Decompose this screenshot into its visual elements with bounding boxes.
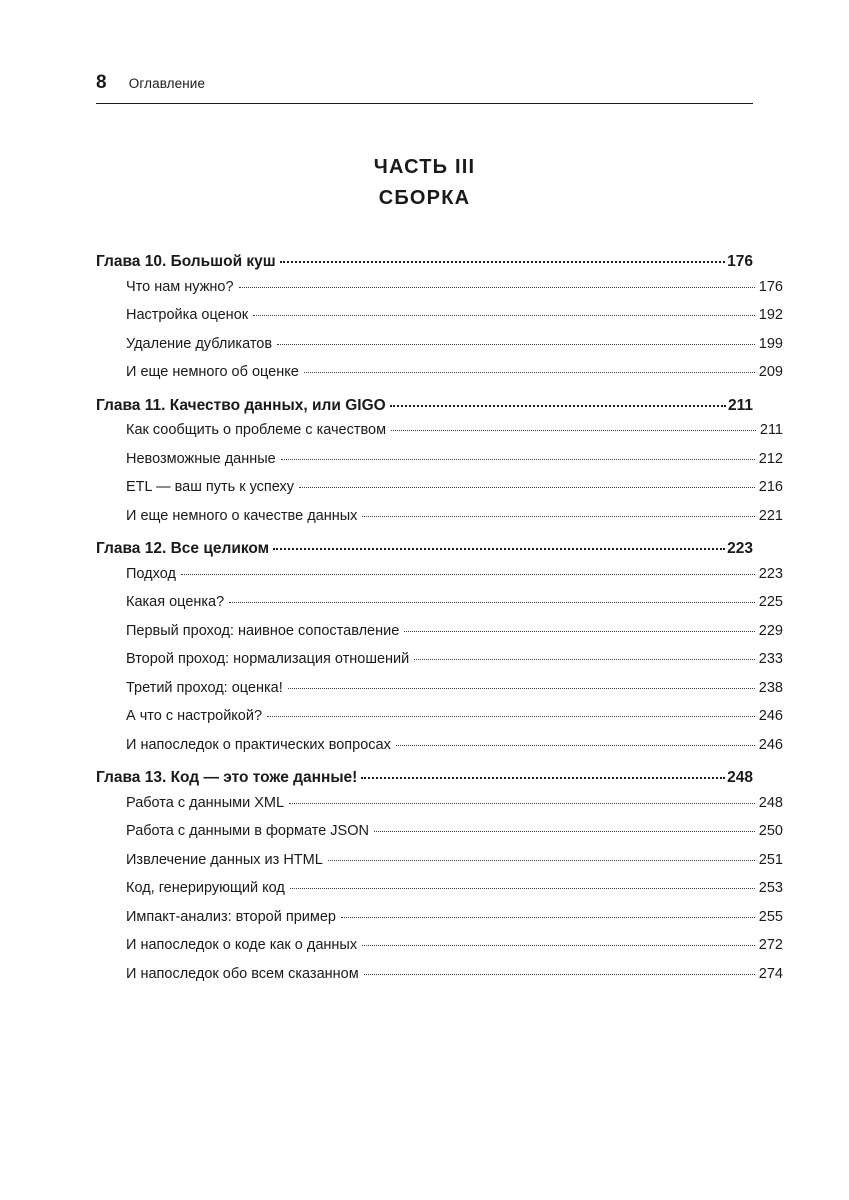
dot-leader bbox=[374, 831, 755, 832]
dot-leader bbox=[239, 287, 755, 288]
toc-section-page: 192 bbox=[758, 307, 783, 323]
toc-section-page: 255 bbox=[758, 908, 783, 925]
toc-section-title: Работа с данными XML bbox=[126, 794, 285, 811]
dot-leader bbox=[253, 315, 755, 316]
toc-section-title: Подход bbox=[126, 565, 176, 582]
toc-section-title: ETL — ваш путь к успеху bbox=[126, 479, 295, 495]
toc-chapter-group bbox=[96, 540, 783, 753]
toc-section-entry[interactable] bbox=[96, 681, 783, 696]
toc-section-title: Как сообщить о проблеме с качеством bbox=[126, 422, 387, 438]
toc-chapter-title: Глава 11. Качество данных, или GIGO bbox=[96, 396, 386, 414]
toc-section-page: 272 bbox=[758, 937, 783, 953]
toc-section-title: Третий проход: оценка! bbox=[126, 679, 283, 696]
dot-leader bbox=[362, 945, 755, 946]
toc-section-entry[interactable] bbox=[96, 967, 783, 982]
toc-section-title: И еще немного о качестве данных bbox=[126, 507, 358, 524]
toc-section-title: А что с настройкой? bbox=[126, 708, 263, 724]
toc-chapter-group bbox=[96, 396, 783, 524]
dot-leader bbox=[391, 430, 756, 431]
toc-section-entry[interactable] bbox=[96, 796, 783, 811]
toc-section-entry[interactable] bbox=[96, 567, 783, 582]
toc-section-page: 211 bbox=[759, 422, 783, 438]
running-head bbox=[96, 72, 753, 104]
toc-section-title: Удаление дубликатов bbox=[126, 335, 273, 352]
toc-section-title: Извлечение данных из HTML bbox=[126, 851, 323, 868]
toc-section-page: 233 bbox=[758, 651, 783, 667]
dot-leader bbox=[181, 574, 755, 575]
toc-section-title: Код, генерирующий код bbox=[126, 880, 285, 896]
dot-leader bbox=[273, 548, 725, 550]
dot-leader bbox=[289, 803, 755, 804]
toc-section-page: 209 bbox=[758, 364, 783, 380]
toc-section-page: 225 bbox=[758, 594, 783, 610]
dot-leader bbox=[281, 459, 755, 460]
toc-chapter-group bbox=[96, 769, 783, 982]
toc-section-page: 253 bbox=[758, 880, 783, 896]
dot-leader bbox=[277, 344, 755, 345]
toc-section-page: 229 bbox=[758, 622, 783, 639]
dot-leader bbox=[361, 777, 725, 779]
toc-section-entry[interactable] bbox=[96, 480, 783, 495]
toc-section-page: 221 bbox=[758, 507, 783, 524]
table-of-contents bbox=[96, 253, 783, 982]
toc-section-entry[interactable] bbox=[96, 509, 783, 524]
dot-leader bbox=[362, 516, 754, 517]
toc-chapter-entry[interactable] bbox=[96, 254, 753, 272]
toc-chapter-page: 248 bbox=[727, 769, 753, 786]
toc-section-title: И напоследок о коде как о данных bbox=[126, 937, 358, 953]
toc-chapter-page: 176 bbox=[727, 253, 753, 270]
dot-leader bbox=[328, 860, 755, 861]
toc-section-title: Импакт-анализ: второй пример bbox=[126, 908, 336, 925]
toc-section-entry[interactable] bbox=[96, 624, 783, 639]
dot-leader bbox=[364, 974, 755, 975]
toc-section-entry[interactable] bbox=[96, 365, 783, 380]
dot-leader bbox=[280, 261, 725, 263]
toc-section-entry[interactable] bbox=[96, 881, 783, 896]
toc-section-entry[interactable] bbox=[96, 308, 783, 323]
toc-section-page: 246 bbox=[758, 708, 783, 724]
toc-section-entry[interactable] bbox=[96, 738, 783, 753]
toc-section-page: 250 bbox=[758, 823, 783, 839]
dot-leader bbox=[341, 917, 755, 918]
toc-section-title: Невозможные данные bbox=[126, 450, 276, 467]
part-heading bbox=[96, 152, 753, 214]
toc-chapter-entry[interactable] bbox=[96, 541, 753, 559]
toc-section-entry[interactable] bbox=[96, 423, 783, 438]
toc-section-entry[interactable] bbox=[96, 853, 783, 868]
dot-leader bbox=[304, 372, 755, 373]
dot-leader bbox=[288, 688, 755, 689]
page-number: 8 bbox=[96, 72, 107, 93]
toc-section-entry[interactable] bbox=[96, 452, 783, 467]
dot-leader bbox=[229, 602, 755, 603]
toc-section-page: 251 bbox=[758, 851, 783, 868]
toc-section-page: 248 bbox=[758, 794, 783, 811]
dot-leader bbox=[414, 659, 755, 660]
toc-section-title: И напоследок о практических вопросах bbox=[126, 736, 391, 753]
toc-section-title: И еще немного об оценке bbox=[126, 364, 299, 380]
toc-section-title: Первый проход: наивное сопоставление bbox=[126, 622, 400, 639]
toc-chapter-page: 223 bbox=[727, 540, 753, 557]
toc-section-page: 216 bbox=[758, 479, 783, 495]
dot-leader bbox=[390, 405, 726, 407]
toc-chapter-entry[interactable] bbox=[96, 770, 753, 788]
toc-section-title: Что нам нужно? bbox=[126, 278, 234, 295]
toc-chapter-entry[interactable] bbox=[96, 398, 753, 416]
toc-section-title: Работа с данными в формате JSON bbox=[126, 823, 369, 839]
running-head-title: Оглавление bbox=[128, 76, 206, 91]
toc-section-entry[interactable] bbox=[96, 910, 783, 925]
dot-leader bbox=[404, 631, 755, 632]
toc-section-entry[interactable] bbox=[96, 280, 783, 295]
toc-section-page: 246 bbox=[758, 736, 783, 753]
toc-section-entry[interactable] bbox=[96, 652, 783, 667]
toc-section-entry[interactable] bbox=[96, 938, 783, 953]
dot-leader bbox=[290, 888, 755, 889]
dot-leader bbox=[396, 745, 755, 746]
dot-leader bbox=[299, 487, 755, 488]
toc-section-title: Какая оценка? bbox=[126, 594, 225, 610]
toc-section-entry[interactable] bbox=[96, 709, 783, 724]
part-label: ЧАСТЬ III bbox=[373, 156, 476, 178]
toc-section-page: 199 bbox=[758, 335, 783, 352]
toc-section-title: И напоследок обо всем сказанном bbox=[126, 965, 359, 982]
toc-chapter-page: 211 bbox=[727, 396, 753, 414]
toc-section-page: 238 bbox=[758, 679, 783, 696]
toc-chapter-title: Глава 12. Все целиком bbox=[96, 540, 270, 557]
toc-section-entry[interactable] bbox=[96, 337, 783, 352]
toc-section-page: 274 bbox=[758, 965, 783, 982]
toc-chapter-title: Глава 13. Код — это тоже данные! bbox=[96, 769, 358, 786]
dot-leader bbox=[267, 716, 755, 717]
part-name: СБОРКА bbox=[378, 187, 471, 209]
toc-section-page: 223 bbox=[758, 565, 783, 582]
toc-section-title: Второй проход: нормализация отношений bbox=[126, 651, 410, 667]
toc-section-page: 212 bbox=[758, 450, 783, 467]
toc-chapter-group bbox=[96, 253, 783, 380]
toc-section-title: Настройка оценок bbox=[126, 307, 249, 323]
toc-section-entry[interactable] bbox=[96, 595, 783, 610]
toc-section-entry[interactable] bbox=[96, 824, 783, 839]
toc-section-page: 176 bbox=[758, 278, 783, 295]
toc-chapter-title: Глава 10. Большой куш bbox=[96, 253, 276, 270]
